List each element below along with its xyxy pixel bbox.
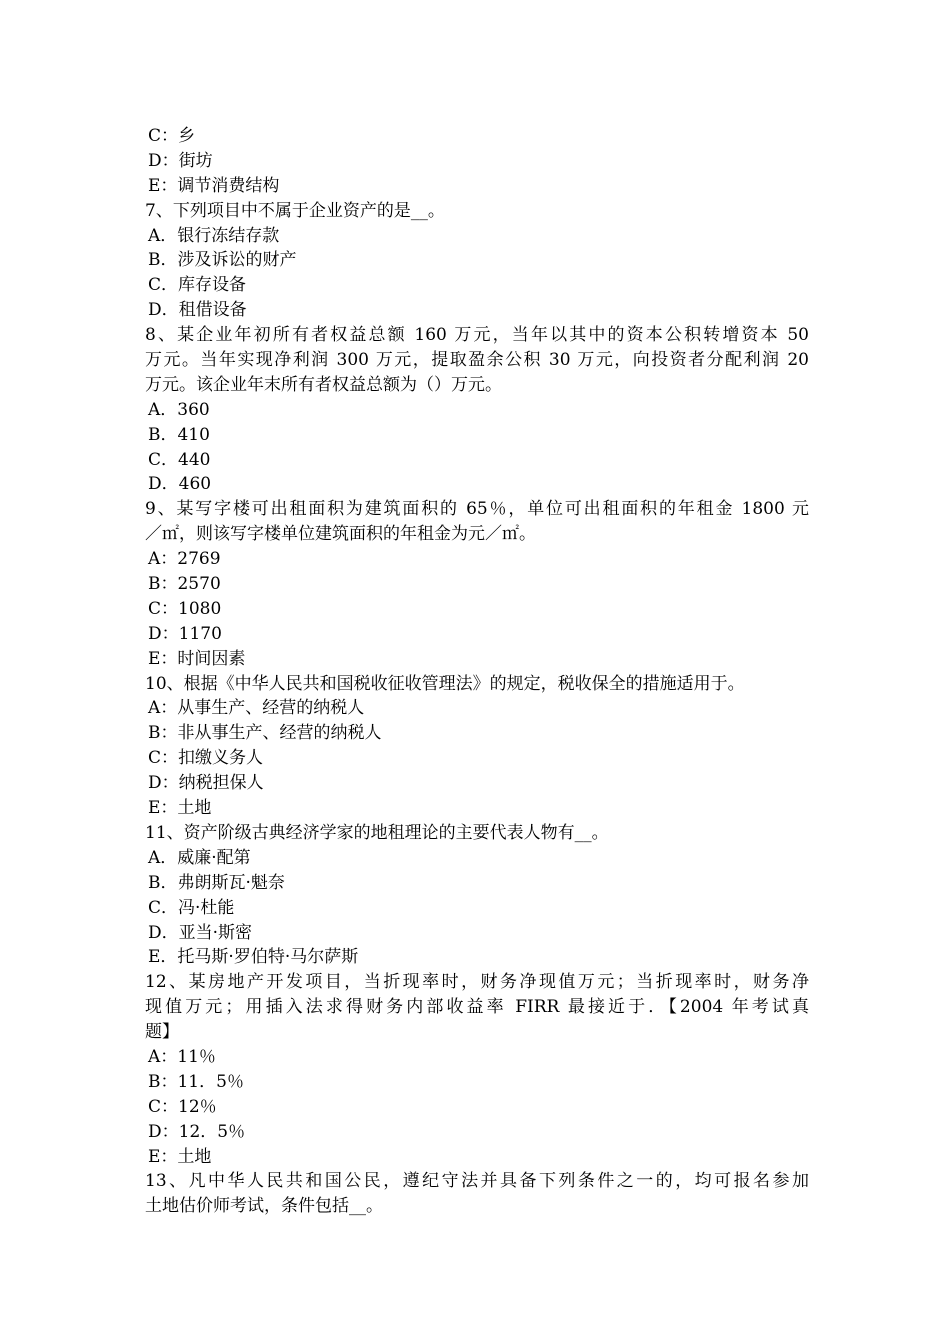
answer-option: C：乡	[148, 126, 196, 146]
answer-option: D．460	[148, 474, 212, 495]
answer-option: A：从事生产、经营的纳税人	[148, 698, 365, 719]
answer-option: B：11．5％	[148, 1071, 244, 1092]
answer-option: D：街坊	[148, 150, 213, 171]
answer-option: C．库存设备	[148, 275, 247, 296]
answer-option: A．威廉·配第	[148, 847, 251, 868]
answer-option: C：12％	[148, 1096, 217, 1117]
answer-option: C．冯·杜能	[148, 897, 235, 918]
question-text: ／㎡，则该写字楼单位建筑面积的年租金为元／㎡。	[145, 524, 536, 545]
answer-option: A．360	[148, 399, 210, 420]
answer-option: E：时间因素	[148, 648, 246, 669]
question-text: 题】	[145, 1022, 179, 1043]
document-body	[145, 124, 809, 1219]
answer-option: D：1170	[148, 623, 222, 644]
question-text: 万元。当年实现净利润 300 万元，提取盈余公积 30 万元，向投资者分配利润 20	[145, 350, 809, 371]
answer-option: A：2769	[148, 549, 221, 570]
question-text: 7、下列项目中不属于企业资产的是__。	[145, 200, 445, 221]
answer-option: E：调节消费结构	[148, 175, 280, 196]
answer-option: C．440	[148, 449, 211, 470]
answer-option: B．涉及诉讼的财产	[148, 250, 297, 271]
question-text: 8、某企业年初所有者权益总额 160 万元，当年以其中的资本公积转增资本 50	[145, 325, 809, 346]
answer-option: B．弗朗斯瓦·魁奈	[148, 872, 285, 893]
question-text: 12、某房地产开发项目，当折现率时，财务净现值万元；当折现率时，财务净	[145, 972, 809, 993]
answer-option: E：土地	[148, 798, 212, 819]
answer-option: B：2570	[148, 574, 221, 595]
question-text: 现值万元；用插入法求得财务内部收益率 FIRR 最接近于．【2004 年考试真	[145, 997, 809, 1018]
question-text: 土地估价师考试，条件包括__。	[145, 1196, 383, 1217]
answer-option: D．租借设备	[148, 300, 247, 321]
answer-option: C：扣缴义务人	[148, 748, 264, 769]
answer-option: C：1080	[148, 598, 222, 619]
answer-option: A：11％	[148, 1046, 216, 1067]
answer-option: D：纳税担保人	[148, 773, 264, 794]
answer-option: B：非从事生产、经营的纳税人	[148, 723, 382, 744]
answer-option: D．亚当·斯密	[148, 922, 253, 943]
question-text: 9、某写字楼可出租面积为建筑面积的 65％，单位可出租面积的年租金 1800 元	[145, 499, 809, 520]
question-text: 10、根据《中华人民共和国税收征收管理法》的规定，税收保全的措施适用于。	[145, 673, 745, 694]
answer-option: D：12．5％	[148, 1121, 246, 1142]
question-text: 万元。该企业年末所有者权益总额为（）万元。	[145, 374, 502, 395]
answer-option: B．410	[148, 424, 210, 445]
answer-option: E：土地	[148, 1146, 212, 1167]
question-text: 13、凡中华人民共和国公民，遵纪守法并具备下列条件之一的，均可报名参加	[145, 1171, 809, 1192]
question-text: 11、资产阶级古典经济学家的地租理论的主要代表人物有__。	[145, 822, 609, 843]
answer-option: A．银行冻结存款	[148, 225, 280, 246]
answer-option: E．托马斯·罗伯特·马尔萨斯	[148, 947, 359, 968]
